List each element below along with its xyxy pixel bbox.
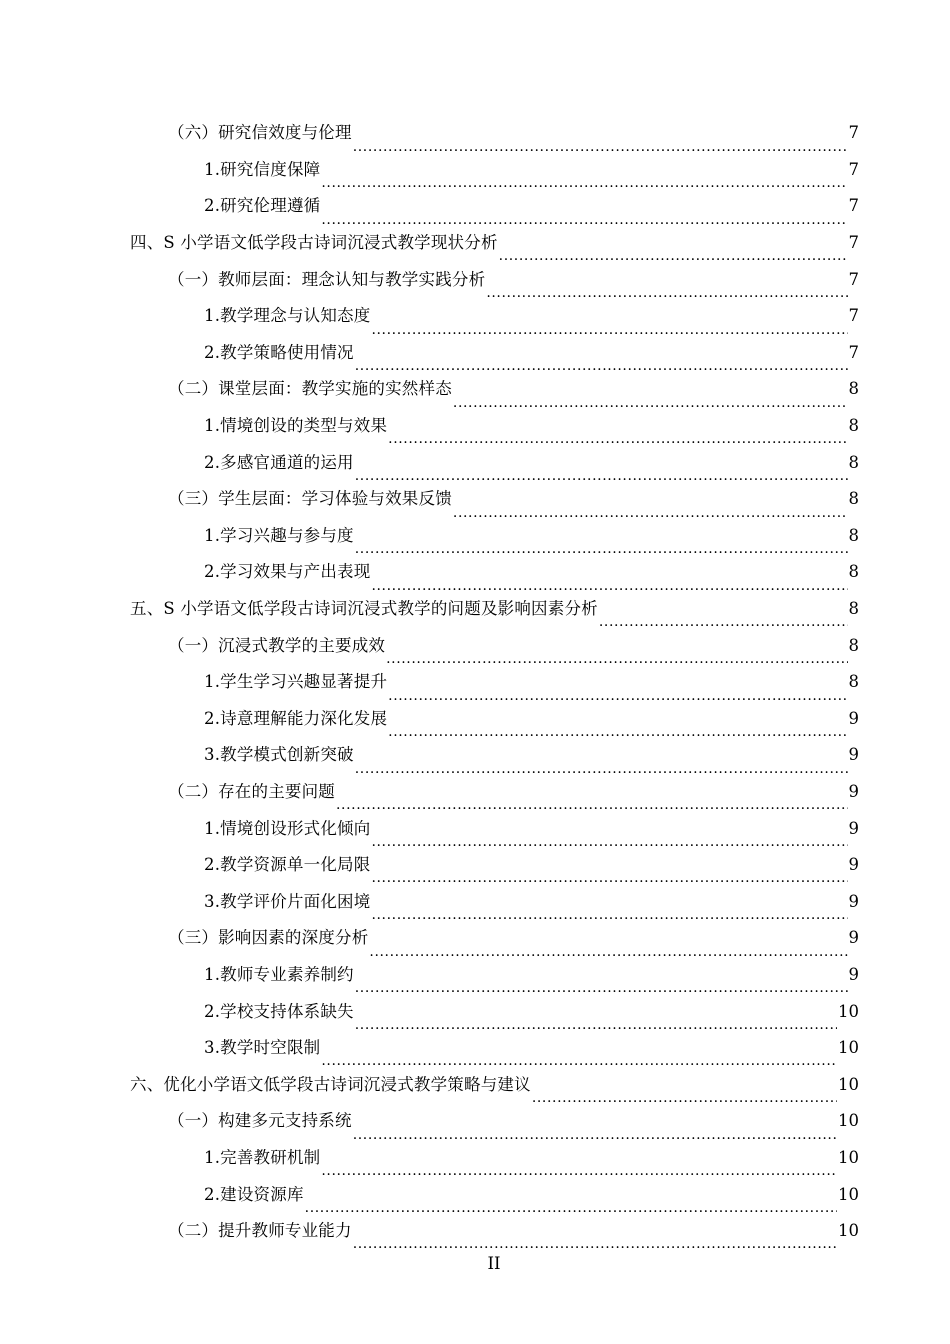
toc-entry[interactable] <box>0 518 950 555</box>
toc-dot-leader <box>371 571 847 591</box>
toc-entry[interactable] <box>0 774 950 811</box>
toc-dot-leader <box>453 388 848 408</box>
toc-entry-title: 2.学习效果与产出表现 <box>204 562 371 582</box>
toc-entry-title: 2.诗意理解能力深化发展 <box>204 708 388 728</box>
toc-dot-leader <box>599 607 848 627</box>
toc-dot-leader <box>486 278 847 298</box>
toc-entry-page: 10 <box>838 1074 859 1094</box>
toc-entry-title: 2.学校支持体系缺失 <box>204 1001 354 1021</box>
toc-dot-leader <box>371 863 847 883</box>
toc-entry-page: 7 <box>848 196 859 216</box>
toc-entry-page: 7 <box>848 342 859 362</box>
toc-dot-leader <box>353 1229 837 1249</box>
toc-entry-title: （三）学生层面：学习体验与效果反馈 <box>168 489 452 509</box>
toc-entry-title: 1.教学理念与认知态度 <box>204 306 371 326</box>
toc-dot-leader <box>453 498 848 518</box>
toc-dot-leader <box>355 973 848 993</box>
toc-dot-leader <box>371 315 847 335</box>
toc-entry[interactable] <box>0 188 950 225</box>
toc-entry-page: 8 <box>848 379 859 399</box>
toc-entry-title: 1.学习兴趣与参与度 <box>204 525 354 545</box>
toc-dot-leader <box>532 1083 837 1103</box>
toc-entry-title: （二）存在的主要问题 <box>168 781 335 801</box>
toc-entry-page: 8 <box>848 599 859 619</box>
toc-entry[interactable] <box>0 957 950 994</box>
toc-entry-page: 8 <box>848 635 859 655</box>
toc-entry-page: 10 <box>838 1038 859 1058</box>
toc-entry-title: 1.学生学习兴趣显著提升 <box>204 672 388 692</box>
toc-entry-title: （二）课堂层面：教学实施的实然样态 <box>168 379 452 399</box>
toc-dot-leader <box>499 241 848 261</box>
toc-entry[interactable] <box>0 627 950 664</box>
toc-dot-leader <box>321 1046 837 1066</box>
toc-entry-page: 9 <box>848 964 859 984</box>
toc-entry-page: 8 <box>848 672 859 692</box>
toc-entry-page: 9 <box>848 891 859 911</box>
toc-entry[interactable] <box>0 993 950 1030</box>
toc-entry[interactable] <box>0 1030 950 1067</box>
toc-entry-page: 9 <box>848 745 859 765</box>
toc-entry-page: 10 <box>838 1001 859 1021</box>
toc-dot-leader <box>388 424 847 444</box>
toc-entry[interactable] <box>0 298 950 335</box>
toc-dot-leader <box>321 1156 837 1176</box>
toc-entry-page: 7 <box>848 306 859 326</box>
toc-entry[interactable] <box>0 481 950 518</box>
toc-entry[interactable] <box>0 408 950 445</box>
toc-entry-title: （一）沉浸式教学的主要成效 <box>168 635 386 655</box>
toc-entry[interactable] <box>0 225 950 262</box>
toc-entry[interactable] <box>0 664 950 701</box>
toc-entry-title: （六）研究信效度与伦理 <box>168 123 352 143</box>
toc-entry-title: （一）构建多元支持系统 <box>168 1111 352 1131</box>
toc-entry-page: 10 <box>838 1147 859 1167</box>
toc-entry-page: 9 <box>848 928 859 948</box>
toc-entry-title: 2.多感官通道的运用 <box>204 452 354 472</box>
toc-entry-page: 7 <box>848 233 859 253</box>
table-of-contents <box>0 115 950 1249</box>
toc-entry-page: 9 <box>848 781 859 801</box>
toc-entry[interactable] <box>0 335 950 372</box>
toc-entry-title: （一）教师层面：理念认知与教学实践分析 <box>168 269 486 289</box>
toc-dot-leader <box>371 900 847 920</box>
toc-entry-title: 1.情境创设形式化倾向 <box>204 818 371 838</box>
toc-entry-title: 五、S 小学语文低学段古诗词沉浸式教学的问题及影响因素分析 <box>130 599 598 619</box>
toc-entry[interactable] <box>0 810 950 847</box>
toc-entry[interactable] <box>0 847 950 884</box>
toc-entry-title: 2.建设资源库 <box>204 1184 304 1204</box>
toc-entry[interactable] <box>0 883 950 920</box>
toc-entry[interactable] <box>0 1103 950 1140</box>
toc-entry[interactable] <box>0 152 950 189</box>
toc-dot-leader <box>371 827 847 847</box>
toc-entry-title: 1.完善教研机制 <box>204 1147 321 1167</box>
toc-entry[interactable] <box>0 1140 950 1177</box>
toc-entry[interactable] <box>0 444 950 481</box>
toc-entry-title: 六、优化小学语文低学段古诗词沉浸式教学策略与建议 <box>130 1074 531 1094</box>
toc-entry[interactable] <box>0 701 950 738</box>
toc-entry-page: 10 <box>838 1111 859 1131</box>
toc-entry-page: 8 <box>848 489 859 509</box>
toc-entry-title: 四、S 小学语文低学段古诗词沉浸式教学现状分析 <box>130 233 498 253</box>
toc-entry-page: 9 <box>848 818 859 838</box>
toc-entry[interactable] <box>0 1213 950 1250</box>
toc-dot-leader <box>355 754 848 774</box>
toc-dot-leader <box>388 681 847 701</box>
toc-entry-page: 7 <box>848 123 859 143</box>
toc-entry[interactable] <box>0 1066 950 1103</box>
toc-entry[interactable] <box>0 371 950 408</box>
toc-entry-title: 2.教学策略使用情况 <box>204 342 354 362</box>
toc-dot-leader <box>355 351 848 371</box>
toc-entry-title: 1.研究信度保障 <box>204 159 321 179</box>
toc-dot-leader <box>388 717 847 737</box>
toc-entry-title: 3.教学时空限制 <box>204 1038 321 1058</box>
toc-entry[interactable] <box>0 115 950 152</box>
toc-entry[interactable] <box>0 737 950 774</box>
toc-entry-page: 8 <box>848 562 859 582</box>
toc-entry[interactable] <box>0 261 950 298</box>
toc-entry-title: 3.教学模式创新突破 <box>204 745 354 765</box>
toc-dot-leader <box>321 168 847 188</box>
toc-entry-page: 7 <box>848 159 859 179</box>
toc-dot-leader <box>336 790 848 810</box>
toc-entry-title: 3.教学评价片面化困境 <box>204 891 371 911</box>
toc-entry[interactable] <box>0 591 950 628</box>
toc-entry-page: 9 <box>848 708 859 728</box>
toc-dot-leader <box>386 644 847 664</box>
toc-entry-page: 9 <box>848 855 859 875</box>
toc-entry-title: 1.情境创设的类型与效果 <box>204 416 388 436</box>
toc-entry-page: 8 <box>848 452 859 472</box>
toc-dot-leader <box>355 461 848 481</box>
toc-entry-page: 10 <box>838 1221 859 1241</box>
toc-entry-page: 7 <box>848 269 859 289</box>
toc-dot-leader <box>355 1010 837 1030</box>
toc-entry-page: 10 <box>838 1184 859 1204</box>
toc-dot-leader <box>355 534 848 554</box>
toc-entry-title: （三）影响因素的深度分析 <box>168 928 369 948</box>
toc-entry-title: （二）提升教师专业能力 <box>168 1221 352 1241</box>
toc-dot-leader <box>353 132 848 152</box>
toc-entry-title: 1.教师专业素养制约 <box>204 964 354 984</box>
toc-dot-leader <box>305 1193 837 1213</box>
toc-entry-page: 8 <box>848 416 859 436</box>
toc-dot-leader <box>369 937 847 957</box>
toc-dot-leader <box>321 205 847 225</box>
toc-entry-title: 2.教学资源单一化局限 <box>204 855 371 875</box>
toc-entry-title: 2.研究伦理遵循 <box>204 196 321 216</box>
toc-entry-page: 8 <box>848 525 859 545</box>
toc-entry[interactable] <box>0 1176 950 1213</box>
page-number: II <box>487 1254 501 1273</box>
toc-entry[interactable] <box>0 920 950 957</box>
toc-entry[interactable] <box>0 554 950 591</box>
toc-dot-leader <box>353 1120 837 1140</box>
